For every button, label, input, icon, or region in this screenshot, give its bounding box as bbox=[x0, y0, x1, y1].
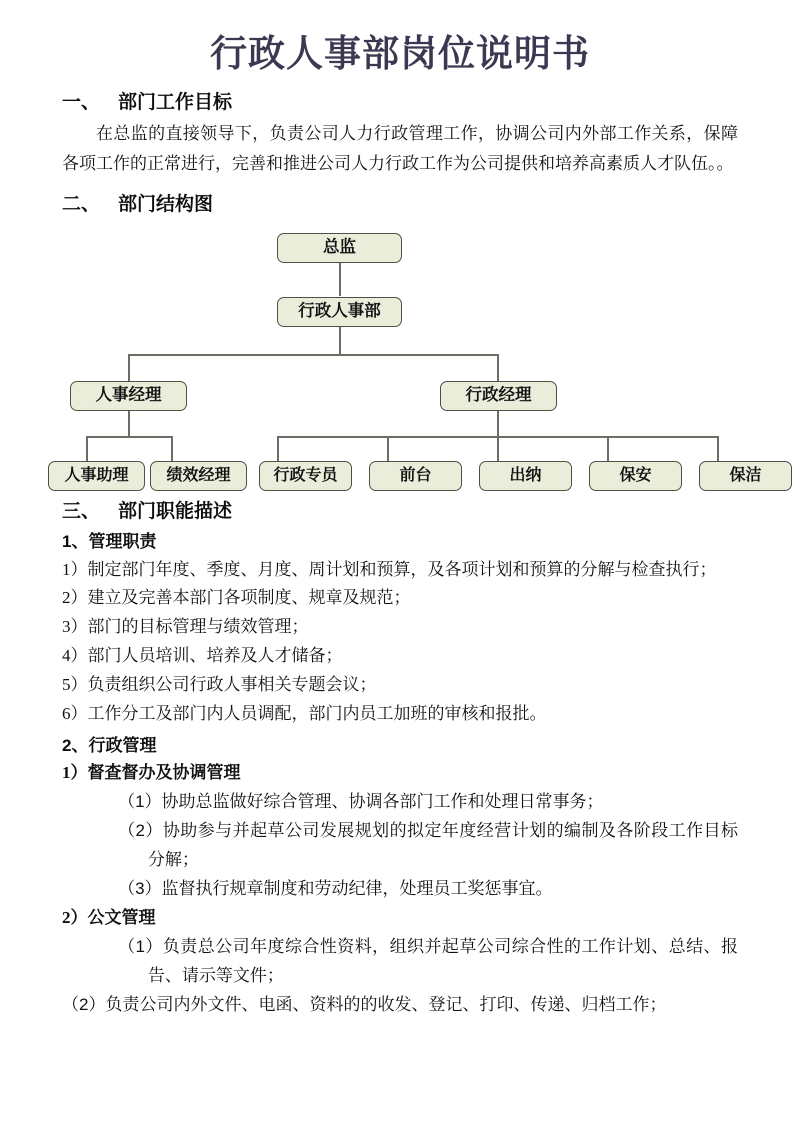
list-text: 部门人员培训、培养及人才储备； bbox=[87, 646, 343, 666]
org-node-admin-manager[interactable]: 行政经理 bbox=[440, 381, 557, 411]
connector-to-reception bbox=[387, 436, 389, 461]
org-chart bbox=[62, 227, 762, 485]
section-1-paragraph: 在总监的直接领导下，负责公司人力行政管理工作，协调公司内外部工作关系，保障各项工作的正常进行，完善和推进公司人力行政工作为公司提供和培养高素质人才队伍。。 bbox=[62, 124, 738, 173]
org-node-cleaning[interactable]: 保洁 bbox=[699, 461, 792, 491]
section-heading-1 bbox=[62, 90, 738, 116]
list-text: 工作分工及部门内人员调配，部门内员工加班的审核和报批。 bbox=[87, 704, 547, 724]
list-marker: 1） bbox=[62, 559, 88, 579]
connector-to-cashier bbox=[497, 436, 499, 461]
org-node-reception[interactable]: 前台 bbox=[369, 461, 462, 491]
list-marker: （1） bbox=[118, 792, 162, 812]
org-node-hr-manager[interactable]: 人事经理 bbox=[70, 381, 187, 411]
section-number-3: 三、 bbox=[62, 501, 101, 523]
list-marker: 3） bbox=[62, 617, 88, 637]
list-text: 建立及完善本部门各项制度、规章及规范； bbox=[87, 588, 411, 608]
connector-to-performance-manager bbox=[171, 436, 173, 461]
section-title-2: 部门结构图 bbox=[118, 193, 214, 215]
list-item bbox=[62, 991, 738, 1020]
list-text: 负责总公司年度综合性资料，组织并起草公司综合性的工作计划、总结、报告、请示等文件； bbox=[147, 936, 738, 985]
list-item bbox=[87, 933, 738, 991]
org-node-director[interactable]: 总监 bbox=[277, 233, 402, 263]
connector-to-cleaning bbox=[717, 436, 719, 461]
org-node-admin-specialist[interactable]: 行政专员 bbox=[259, 461, 352, 491]
list-item bbox=[87, 875, 738, 904]
org-node-security[interactable]: 保安 bbox=[589, 461, 682, 491]
list-text: 监督执行规章制度和劳动纪律，处理员工奖惩事宜。 bbox=[161, 879, 553, 899]
list-marker: 2） bbox=[62, 588, 88, 608]
section-heading-3 bbox=[62, 499, 738, 525]
list-text: 部门的目标管理与绩效管理； bbox=[87, 617, 309, 637]
list-marker: （2） bbox=[62, 994, 106, 1014]
section-heading-2 bbox=[62, 192, 738, 218]
list-text: 负责公司内外文件、电函、资料的的收发、登记、打印、传递、归档工作； bbox=[105, 994, 667, 1014]
org-node-performance-manager[interactable]: 绩效经理 bbox=[150, 461, 247, 491]
duty-subgroup-title bbox=[62, 759, 738, 788]
connector-to-security bbox=[607, 436, 609, 461]
section-title-3: 部门职能描述 bbox=[118, 501, 233, 523]
list-item bbox=[62, 642, 738, 671]
list-item bbox=[87, 817, 738, 875]
duty-group-1-title: 1、管理职责 bbox=[62, 532, 157, 552]
list-item bbox=[62, 700, 738, 729]
org-node-department[interactable]: 行政人事部 bbox=[277, 297, 402, 327]
list-text: 公文管理 bbox=[87, 907, 156, 927]
list-marker: （1） bbox=[118, 936, 163, 956]
org-node-hr-assistant[interactable]: 人事助理 bbox=[48, 461, 145, 491]
list-item bbox=[62, 671, 738, 700]
list-marker: 5） bbox=[62, 675, 88, 695]
connector-department-down bbox=[339, 327, 341, 355]
list-text: 制定部门年度、季度、月度、周计划和预算，及各项计划和预算的分解与检查执行； bbox=[87, 559, 717, 579]
list-marker: （3） bbox=[118, 879, 162, 899]
connector-to-hr-assistant bbox=[86, 436, 88, 461]
duty-subgroup-title bbox=[62, 904, 738, 933]
list-marker: 2） bbox=[62, 907, 88, 927]
list-text: 协助参与并起草公司发展规划的拟定年度经营计划的编制及各阶段工作目标分解； bbox=[147, 821, 738, 870]
connector-level2-horizontal bbox=[128, 354, 498, 356]
list-item bbox=[62, 613, 738, 642]
list-marker: （2） bbox=[118, 821, 163, 841]
connector-admin-manager-down bbox=[497, 411, 499, 437]
list-marker: 6） bbox=[62, 704, 88, 724]
list-marker: 1） bbox=[62, 763, 88, 783]
list-item bbox=[62, 584, 738, 613]
connector-hr-children-horizontal bbox=[86, 436, 172, 438]
connector-to-admin-specialist bbox=[277, 436, 279, 461]
section-number-1: 一、 bbox=[62, 91, 101, 113]
section-title-1: 部门工作目标 bbox=[118, 91, 233, 113]
list-text: 负责组织公司行政人事相关专题会议； bbox=[87, 675, 377, 695]
page-title: 行政人事部岗位说明书 bbox=[210, 33, 590, 74]
connector-hr-manager-down bbox=[128, 411, 130, 437]
duty-group-2-title: 2、行政管理 bbox=[62, 735, 157, 755]
connector-to-hr-manager bbox=[128, 354, 130, 381]
list-item bbox=[87, 788, 738, 817]
org-node-cashier[interactable]: 出纳 bbox=[479, 461, 572, 491]
list-text: 协助总监做好综合管理、协调各部门工作和处理日常事务； bbox=[161, 792, 604, 812]
section-number-2: 二、 bbox=[62, 193, 101, 215]
list-item bbox=[62, 556, 738, 585]
connector-director-to-department bbox=[339, 263, 341, 296]
connector-to-admin-manager bbox=[497, 354, 499, 381]
list-text: 督查督办及协调管理 bbox=[87, 763, 241, 783]
list-marker: 4） bbox=[62, 646, 88, 666]
